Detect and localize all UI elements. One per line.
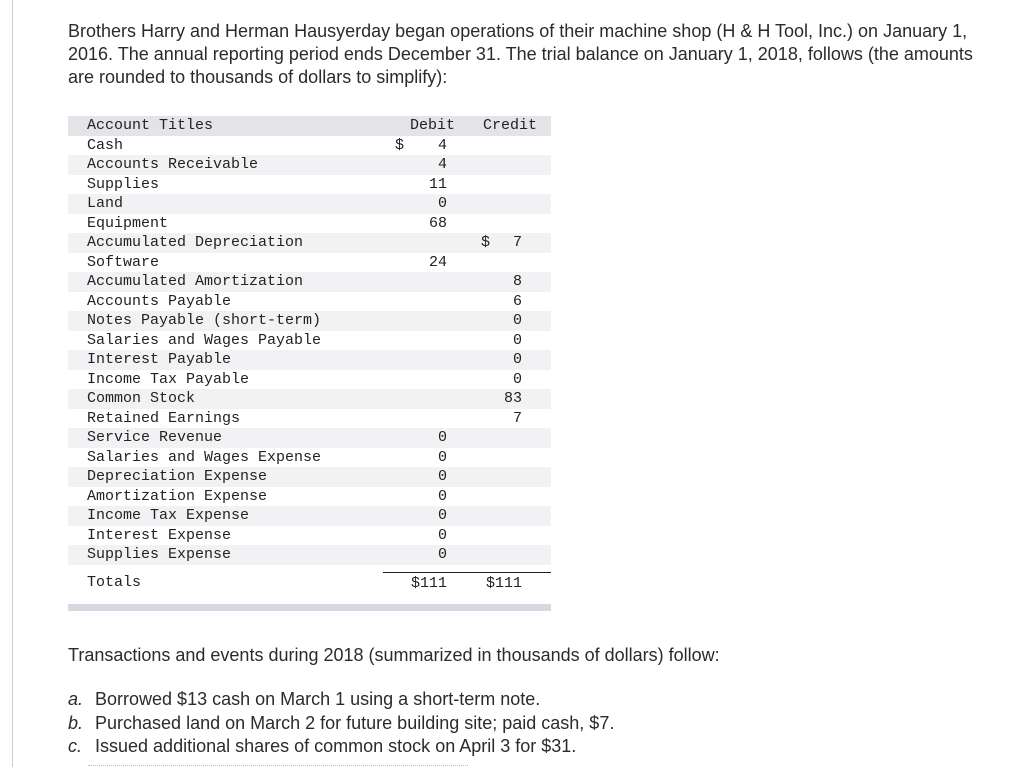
- transaction-letter: c.: [68, 736, 83, 756]
- dollar-sign: $: [395, 136, 405, 154]
- transaction-item: [68, 688, 998, 712]
- table-row: [68, 467, 551, 487]
- account-title: Depreciation Expense: [68, 467, 383, 487]
- debit-cell: [383, 545, 455, 565]
- trial-balance-header-row: [68, 116, 551, 136]
- credit-cell: [455, 487, 551, 507]
- header-account-titles: Account Titles: [68, 116, 383, 136]
- account-title: Equipment: [87, 214, 169, 232]
- credit-cell: [455, 389, 551, 409]
- transaction-text: Borrowed $13 cash on March 1 using a short-term note.: [95, 689, 541, 709]
- dollar-sign: $: [481, 234, 491, 251]
- account-title: Common Stock: [68, 389, 383, 409]
- debit-cell: [383, 506, 455, 526]
- trial-balance-body: [68, 136, 551, 595]
- credit-cell: [455, 272, 551, 292]
- credit-cell: [455, 214, 551, 234]
- debit-value: 0: [437, 546, 447, 563]
- credit-cell: [455, 331, 551, 351]
- table-row: [68, 233, 551, 253]
- debit-cell: [383, 194, 455, 214]
- account-title: Accounts Payable: [87, 292, 232, 310]
- account-title: Supplies Expense: [68, 545, 383, 565]
- debit-cell: [383, 233, 455, 253]
- debit-cell: [383, 214, 455, 234]
- totals-label: Totals: [68, 572, 383, 595]
- table-row: [68, 506, 551, 526]
- account-title: Income Tax Expense: [68, 506, 383, 526]
- credit-value: 0: [512, 312, 522, 329]
- account-title: Software: [87, 253, 160, 271]
- debit-value: 68: [428, 214, 447, 232]
- debit-value: 0: [437, 487, 447, 505]
- credit-cell: [455, 428, 551, 448]
- header-debit: Debit: [383, 116, 455, 136]
- credit-value: 0: [512, 351, 522, 368]
- credit-cell: [455, 194, 551, 214]
- debit-cell: [383, 136, 455, 156]
- credit-value: 0: [512, 331, 522, 349]
- debit-cell: [383, 389, 455, 409]
- debit-cell: [383, 428, 455, 448]
- account-title: Land: [68, 194, 383, 214]
- debit-value: 0: [437, 195, 447, 212]
- account-title: Retained Earnings: [87, 409, 241, 427]
- table-row: [68, 370, 551, 390]
- table-row: [68, 448, 551, 468]
- credit-cell: [455, 526, 551, 546]
- debit-cell: [383, 370, 455, 390]
- credit-cell: [455, 155, 551, 175]
- account-title: Service Revenue: [68, 428, 383, 448]
- credit-value: 0: [512, 370, 522, 388]
- credit-value: 7: [512, 234, 522, 251]
- debit-cell: [383, 331, 455, 351]
- credit-value: 7: [512, 409, 522, 427]
- table-row: [68, 409, 551, 429]
- debit-value: 4: [437, 136, 447, 154]
- totals-row: [68, 572, 551, 595]
- table-row: [68, 292, 551, 312]
- transaction-item: [68, 712, 998, 736]
- debit-value: 0: [437, 507, 447, 524]
- table-row: [68, 253, 551, 273]
- credit-cell: [455, 253, 551, 273]
- transaction-item: [68, 735, 998, 759]
- table-row: [68, 389, 551, 409]
- debit-cell: [383, 155, 455, 175]
- debit-cell: [383, 292, 455, 312]
- debit-cell: [383, 526, 455, 546]
- credit-cell: [455, 136, 551, 156]
- credit-total: $111: [455, 572, 551, 595]
- table-row: [68, 487, 551, 507]
- transaction-letter: b.: [68, 712, 84, 733]
- credit-cell: [455, 448, 551, 468]
- page-left-rule: [12, 0, 13, 767]
- debit-cell: [383, 448, 455, 468]
- debit-value: 0: [437, 526, 447, 544]
- debit-value: 11: [428, 175, 447, 193]
- table-row: [68, 331, 551, 351]
- table-row: [68, 526, 551, 546]
- transaction-letter: a.: [68, 689, 84, 709]
- credit-cell: [455, 233, 551, 253]
- account-title: Interest Expense: [87, 526, 232, 544]
- debit-cell: [383, 350, 455, 370]
- credit-cell: [455, 545, 551, 565]
- table-row: [68, 136, 551, 156]
- transactions-intro: Transactions and events during 2018 (summarized in thousands of dollars) follow:: [68, 645, 720, 665]
- debit-cell: [383, 467, 455, 487]
- account-title: Supplies: [87, 175, 160, 193]
- spacer-row: [68, 565, 551, 573]
- debit-value: 0: [437, 468, 447, 485]
- credit-cell: [455, 311, 551, 331]
- table-row: [68, 214, 551, 234]
- credit-value: 8: [512, 273, 522, 290]
- debit-value: 24: [428, 253, 447, 271]
- account-title: Amortization Expense: [87, 487, 268, 505]
- table-row: [68, 194, 551, 214]
- account-title: Notes Payable (short-term): [68, 311, 383, 331]
- debit-cell: [383, 272, 455, 292]
- table-bottom-bar: [68, 604, 551, 611]
- table-row: [68, 155, 551, 175]
- account-title: Accounts Receivable: [68, 155, 383, 175]
- debit-total: $111: [383, 572, 455, 595]
- header-credit: Credit: [455, 116, 551, 136]
- trial-balance-table: [68, 116, 551, 595]
- table-row: [68, 428, 551, 448]
- credit-cell: [455, 370, 551, 390]
- credit-value: 6: [512, 292, 522, 310]
- credit-cell: [455, 467, 551, 487]
- credit-cell: [455, 292, 551, 312]
- table-row: [68, 311, 551, 331]
- credit-cell: [455, 350, 551, 370]
- table-row: [68, 175, 551, 195]
- transaction-text: Purchased land on March 2 for future building site; paid cash, $7.: [95, 712, 615, 733]
- account-title: Interest Payable: [68, 350, 383, 370]
- debit-value: 0: [437, 429, 447, 446]
- account-title: Income Tax Payable: [87, 370, 250, 388]
- account-title: Accumulated Amortization: [68, 272, 383, 292]
- table-row: [68, 272, 551, 292]
- credit-value: 83: [503, 390, 522, 407]
- debit-cell: [383, 175, 455, 195]
- credit-cell: [455, 409, 551, 429]
- account-title: Salaries and Wages Payable: [87, 331, 322, 349]
- table-row: [68, 545, 551, 565]
- account-title: Accumulated Depreciation: [68, 233, 383, 253]
- debit-cell: [383, 487, 455, 507]
- cut-off-text-line: [88, 762, 488, 767]
- debit-cell: [383, 409, 455, 429]
- account-title: Cash: [87, 136, 124, 154]
- transaction-text: Issued additional shares of common stock on April 3 for $31.: [95, 736, 577, 756]
- problem-intro: Brothers Harry and Herman Hausyerday began operations of their machine shop (H & H Tool, Inc.) on January 1, 2016. The annual reporting period ends December 31. The trial balance on January 1, 2018, follows (the amounts are rounded to thousands of dollars to simplify):: [68, 21, 973, 87]
- debit-value: 0: [437, 448, 447, 466]
- account-title: Salaries and Wages Expense: [87, 448, 322, 466]
- debit-cell: [383, 311, 455, 331]
- table-row: [68, 350, 551, 370]
- credit-cell: [455, 506, 551, 526]
- transaction-list: [68, 688, 998, 759]
- debit-cell: [383, 253, 455, 273]
- credit-cell: [455, 175, 551, 195]
- debit-value: 4: [437, 156, 447, 173]
